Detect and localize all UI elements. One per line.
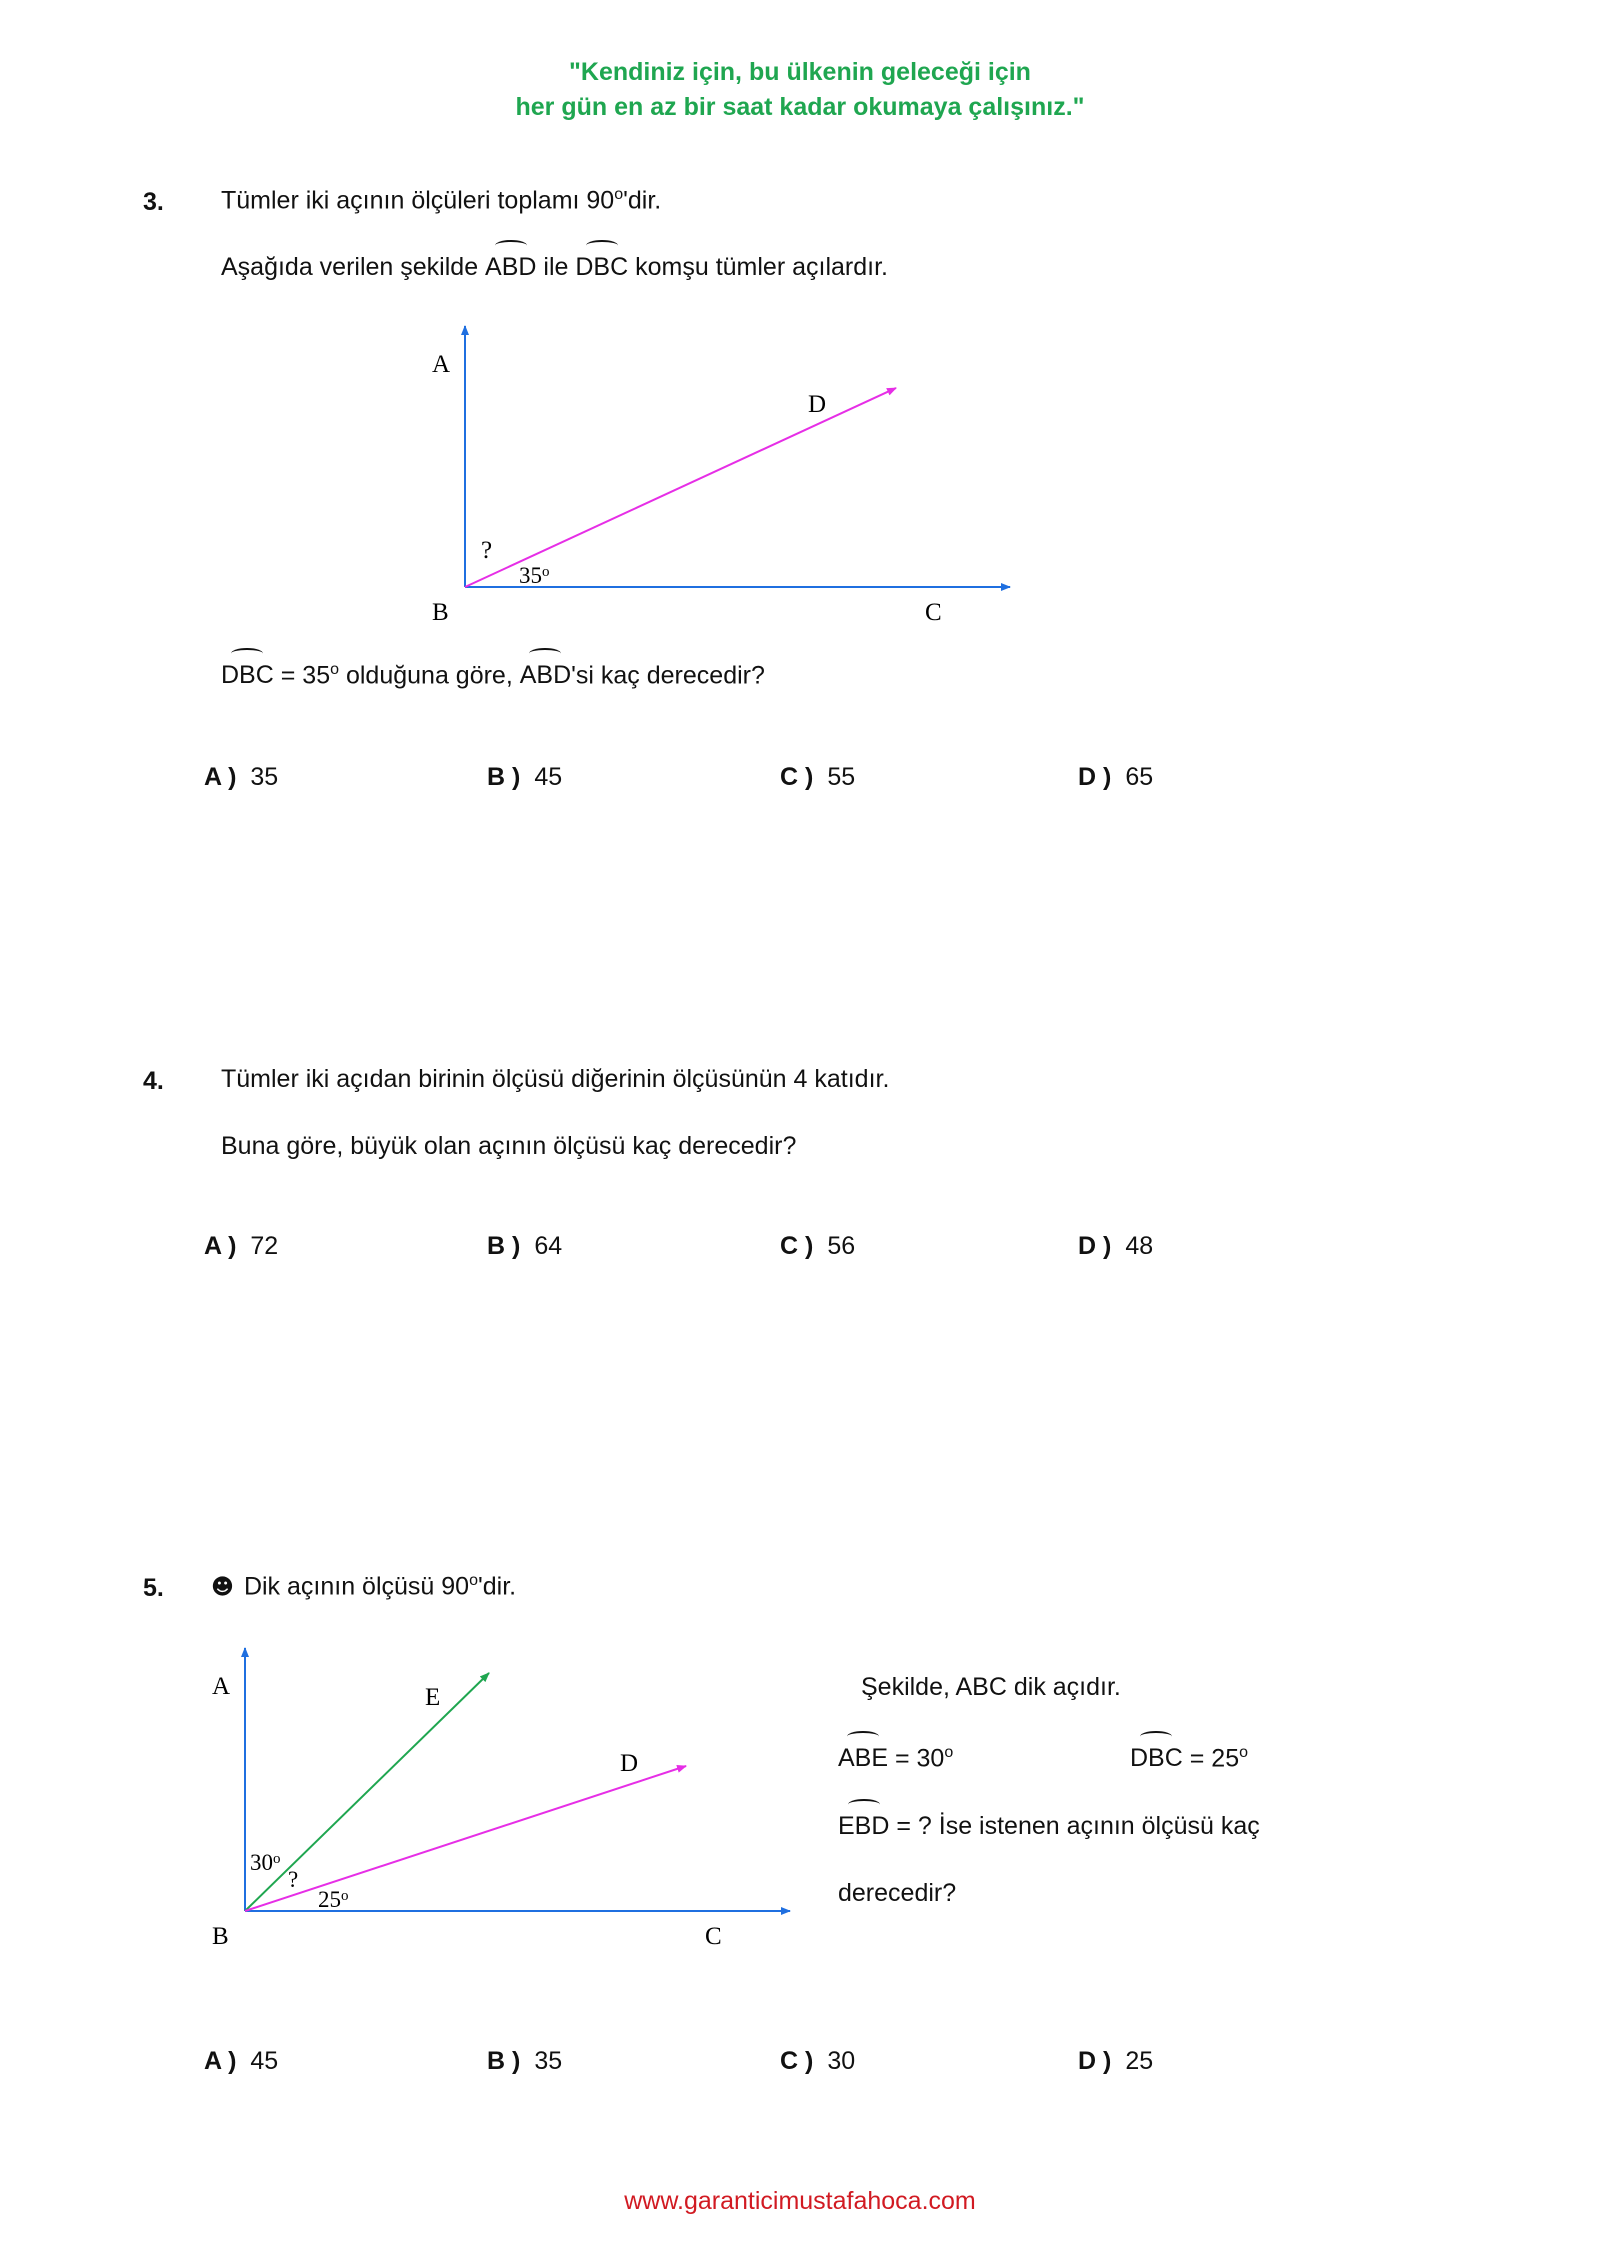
q3-line1-suffix: 'dir. bbox=[623, 186, 662, 215]
q5-abe-statement bbox=[838, 1744, 953, 1773]
q5-ray-bd bbox=[245, 1766, 686, 1911]
ray-bd bbox=[465, 388, 896, 587]
option-value: 72 bbox=[250, 1232, 279, 1260]
q5-ray-be bbox=[245, 1673, 489, 1911]
q3-line2-mid: ile bbox=[543, 253, 569, 281]
option-value: 65 bbox=[1125, 763, 1154, 791]
q4-option-d[interactable] bbox=[1078, 1232, 1153, 1261]
q3-option-c[interactable] bbox=[780, 763, 855, 792]
dbc-value: = 25 bbox=[1182, 1744, 1240, 1773]
q5-label-b: B bbox=[212, 1923, 229, 1950]
q5-option-b[interactable] bbox=[487, 2047, 562, 2076]
option-value: 30 bbox=[827, 2047, 856, 2075]
label-b: B bbox=[432, 599, 449, 626]
q5-ebd-statement bbox=[838, 1812, 1260, 1841]
option-letter: A ) bbox=[204, 2047, 237, 2075]
q3-line2-text: Aşağıda verilen şekilde bbox=[221, 253, 479, 281]
q5-line1-text: Dik açının ölçüsü 90 bbox=[243, 1572, 470, 1601]
abe-value: = 30 bbox=[888, 1744, 945, 1773]
q5-label-e: E bbox=[425, 1684, 441, 1711]
angle-value: 35 bbox=[519, 563, 542, 588]
option-value: 45 bbox=[534, 763, 563, 791]
angle-ebd: EBD bbox=[838, 1812, 890, 1840]
angle-dbc: DBC bbox=[221, 661, 274, 690]
q3-line2-suffix: komşu tümler açılardır. bbox=[635, 253, 888, 281]
angle-dbc: DBC bbox=[575, 253, 629, 281]
angle-abe: ABE bbox=[838, 1744, 889, 1773]
angle-unit: o bbox=[341, 1888, 349, 1904]
q5-label-unknown: ? bbox=[288, 1867, 299, 1892]
degree-sup: o bbox=[330, 661, 340, 678]
label-a: A bbox=[432, 351, 451, 378]
label-unknown: ? bbox=[481, 537, 493, 564]
option-letter: C ) bbox=[780, 763, 814, 791]
q5-label-a: A bbox=[212, 1673, 231, 1700]
q5-option-d[interactable] bbox=[1078, 2047, 1153, 2076]
q4-option-c[interactable] bbox=[780, 1232, 855, 1261]
degree-sup: o bbox=[614, 186, 624, 203]
q3-option-d[interactable] bbox=[1078, 763, 1153, 792]
option-letter: B ) bbox=[487, 763, 521, 791]
q3-prompt-eq: = 35 bbox=[273, 661, 331, 690]
q4-option-a[interactable] bbox=[204, 1232, 278, 1261]
label-c: C bbox=[925, 599, 942, 626]
option-letter: B ) bbox=[487, 2047, 521, 2075]
question-3-prompt bbox=[221, 661, 765, 690]
angle-unit: o bbox=[273, 1851, 281, 1867]
q5-option-a[interactable] bbox=[204, 2047, 278, 2076]
option-letter: D ) bbox=[1078, 2047, 1112, 2075]
option-letter: B ) bbox=[487, 1232, 521, 1260]
option-letter: C ) bbox=[780, 1232, 814, 1260]
q5-label-angle-30 bbox=[250, 1850, 281, 1875]
motto-line-2: her gün en az bir saat kadar okumaya çalışınız." bbox=[515, 93, 1085, 121]
angle-value: 25 bbox=[318, 1887, 341, 1912]
q5-label-d: D bbox=[620, 1750, 639, 1777]
q4-option-b[interactable] bbox=[487, 1232, 562, 1261]
question-4-line-1: Tümler iki açıdan birinin ölçüsü diğerinin ölçüsünün 4 katıdır. bbox=[221, 1065, 890, 1093]
option-value: 35 bbox=[250, 763, 279, 791]
angle-unit: o bbox=[542, 564, 550, 580]
question-4-number: 4. bbox=[143, 1067, 164, 1095]
question-3-number: 3. bbox=[143, 188, 164, 216]
option-value: 45 bbox=[250, 2047, 279, 2075]
question-5-number: 5. bbox=[143, 1574, 164, 1602]
option-value: 56 bbox=[827, 1232, 856, 1260]
degree-sup: o bbox=[944, 1744, 954, 1761]
ebd-text: = ? İse istenen açının ölçüsü kaç bbox=[889, 1812, 1260, 1840]
q3-prompt-mid: olduğuna göre, bbox=[339, 661, 520, 690]
degree-sup: o bbox=[1239, 1744, 1249, 1761]
q5-label-angle-25 bbox=[318, 1887, 349, 1912]
question-5-line-1 bbox=[211, 1572, 516, 1601]
q5-side-line-1: Şekilde, ABC dik açıdır. bbox=[861, 1673, 1121, 1701]
q5-line1-suffix: 'dir. bbox=[477, 1572, 517, 1601]
angle-dbc: DBC bbox=[1130, 1744, 1183, 1773]
label-angle-35 bbox=[519, 563, 550, 588]
option-letter: A ) bbox=[204, 1232, 237, 1260]
q5-dbc-statement bbox=[1130, 1744, 1248, 1773]
option-letter: D ) bbox=[1078, 763, 1112, 791]
option-value: 48 bbox=[1125, 1232, 1154, 1260]
label-d: D bbox=[808, 391, 827, 418]
option-letter: C ) bbox=[780, 2047, 814, 2075]
option-value: 55 bbox=[827, 763, 856, 791]
q5-side-line-4: derecedir? bbox=[838, 1879, 957, 1907]
option-value: 64 bbox=[534, 1232, 563, 1260]
option-letter: D ) bbox=[1078, 1232, 1112, 1260]
option-value: 35 bbox=[534, 2047, 563, 2075]
q5-option-c[interactable] bbox=[780, 2047, 855, 2076]
q3-option-b[interactable] bbox=[487, 763, 562, 792]
q5-label-c: C bbox=[705, 1923, 722, 1950]
motto-line-1: "Kendiniz için, bu ülkenin geleceği için bbox=[569, 58, 1031, 86]
angle-value: 30 bbox=[250, 1850, 273, 1875]
smiley-icon: ☻ bbox=[211, 1575, 234, 1601]
option-letter: A ) bbox=[204, 763, 237, 791]
angle-abd: ABD bbox=[519, 661, 572, 690]
q3-prompt-suffix: 'si kaç derecedir? bbox=[571, 661, 765, 690]
q3-option-a[interactable] bbox=[204, 763, 278, 792]
angle-abd: ABD bbox=[485, 253, 537, 281]
question-4-line-2: Buna göre, büyük olan açının ölçüsü kaç derecedir? bbox=[221, 1132, 797, 1160]
degree-sup: o bbox=[469, 1572, 478, 1589]
option-value: 25 bbox=[1125, 2047, 1154, 2075]
q3-line1-text: Tümler iki açının ölçüleri toplamı 90 bbox=[221, 186, 615, 215]
footer-link[interactable]: www.garanticimustafahoca.com bbox=[624, 2187, 976, 2215]
